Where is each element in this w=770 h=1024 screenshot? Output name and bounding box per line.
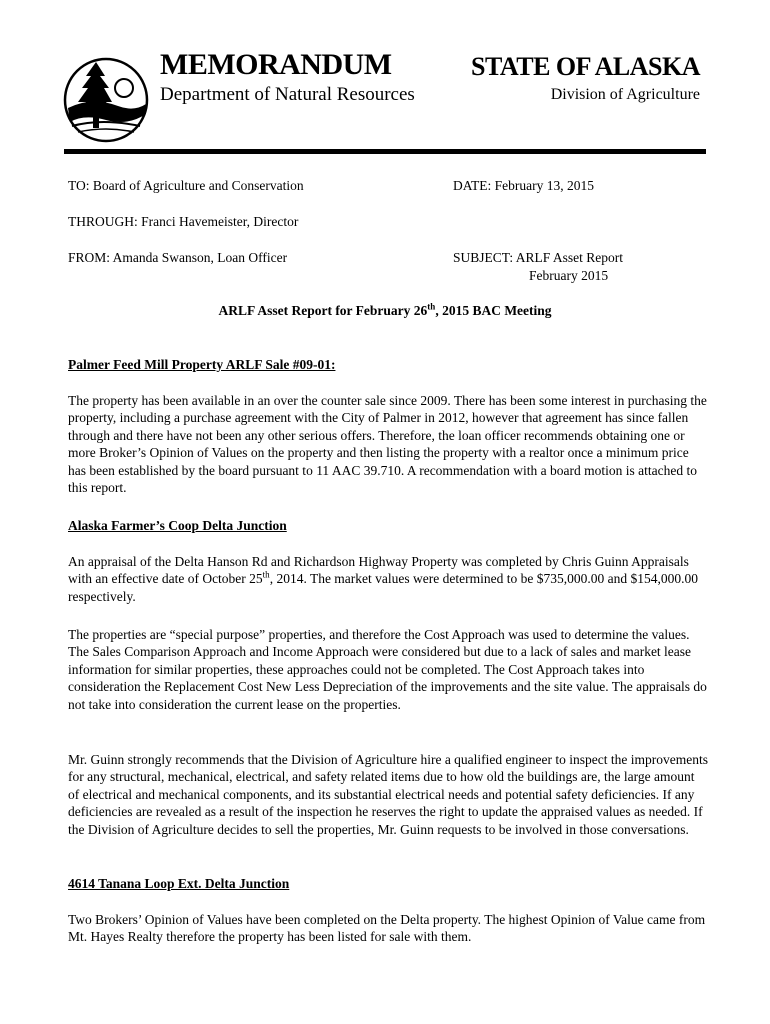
- to-field: TO: Board of Agriculture and Conservation: [68, 178, 304, 193]
- coop-paragraph-1-text-end: , 2014. The market values were determined to be $735,000.00 and $154,000.00 respectively.: [68, 571, 698, 604]
- coop-paragraph-2: The properties are “special purpose” properties, and therefore the Cost Approach was used to determine the values. The Sales Comparison Approach and Income Approach were considered but due to a lack of sales and market lease information for similar properties, these approaches could not be completed. The Cost Approach takes into consideration the Replacement Cost New Less Depreciation of the improvements and the site value. The appraisals do not take into consideration the current lease on the properties.: [68, 627, 707, 712]
- palmer-heading: Palmer Feed Mill Property ARLF Sale #09-01:: [68, 357, 336, 372]
- coop-paragraph-1: [68, 553, 708, 605]
- subject-field: SUBJECT: ARLF Asset Report: [453, 250, 623, 265]
- header-divider: [64, 149, 706, 154]
- state-title: STATE OF ALASKA: [471, 52, 700, 81]
- division-name: Division of Agriculture: [550, 86, 700, 103]
- report-title-text: ARLF Asset Report for February 26: [218, 303, 428, 318]
- tree-seal-icon: [62, 56, 150, 144]
- coop-paragraph-1-superscript: th: [262, 569, 270, 580]
- coop-paragraph-1-text: An appraisal of the Delta Hanson Rd and Richardson Highway Property was completed by Chris Guinn Appraisals with an effective date of October 25: [68, 554, 689, 587]
- subject-field-line2: February 2015: [529, 268, 609, 283]
- department-name: Department of Natural Resources: [160, 84, 415, 105]
- report-title-superscript: th: [427, 301, 436, 312]
- from-field: FROM: Amanda Swanson, Loan Officer: [68, 250, 288, 265]
- palmer-paragraph: The property has been available in an over the counter sale since 2009. There has been some interest in purchasing the property, including a purchase agreement with the City of Palmer in 2012, however that agreement has since fallen through and there have not been any other serious offers. Therefore, the loan officer recommends obtaining one or more Broker’s Opinion of Values on the property and then listing the property with a realtor once a minimum price has been established by the board pursuant to 11 AAC 39.710. A recommendation with a board motion is attached to this report.: [68, 393, 707, 496]
- report-title-text-end: , 2015 BAC Meeting: [435, 303, 552, 318]
- report-title: [0, 303, 770, 319]
- tanana-paragraph: Two Brokers’ Opinion of Values have been completed on the Delta property. The highest Opinion of Value came from Mt. Hayes Realty therefore the property has been listed for sale with them.: [68, 912, 706, 945]
- tanana-heading: 4614 Tanana Loop Ext. Delta Junction: [68, 876, 290, 891]
- date-field: DATE: February 13, 2015: [453, 178, 594, 193]
- coop-paragraph-3: Mr. Guinn strongly recommends that the Division of Agriculture hire a qualified engineer to inspect the improvements for any structural, mechanical, electrical, and safety related items due to how old the buildings are, the large amount of electrical and mechanical components, and its substantial electrical needs and potential safety deficiencies. If any deficiencies are revealed as a result of the inspection he reserves the right to update the appraised values as needed. If the Division of Agriculture decides to sell the properties, Mr. Guinn requests to be involved in those conversations.: [68, 752, 708, 837]
- memorandum-title: MEMORANDUM: [160, 48, 392, 81]
- state-seal-logo: [62, 56, 150, 144]
- through-field: THROUGH: Franci Havemeister, Director: [68, 214, 299, 229]
- coop-heading: Alaska Farmer’s Coop Delta Junction: [68, 518, 287, 533]
